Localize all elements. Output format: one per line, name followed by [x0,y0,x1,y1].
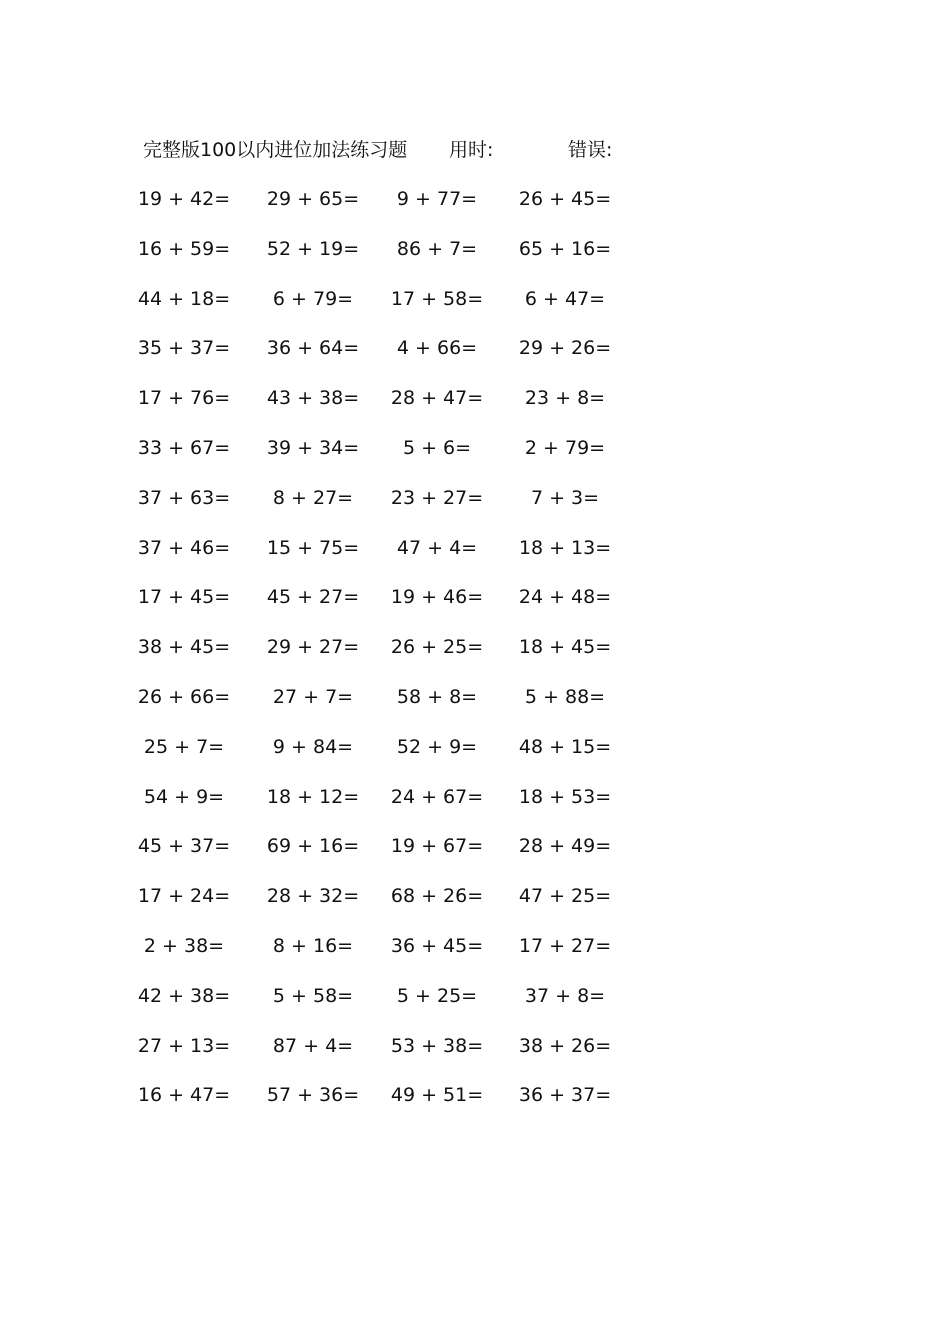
problem-cell: 17 + 27= [518,934,612,957]
problem-cell: 49 + 51= [390,1084,484,1107]
problem-row [0,1082,950,1132]
problem-row [0,335,950,385]
problem-cell: 19 + 67= [390,835,484,858]
problem-cell: 26 + 66= [137,685,231,708]
problem-cell: 6 + 47= [524,287,606,310]
problem-cell: 39 + 34= [266,436,360,459]
problem-cell: 5 + 88= [524,685,606,708]
problem-row [0,385,950,435]
problem-cell: 19 + 42= [137,188,231,210]
problem-cell: 45 + 27= [266,586,360,609]
problem-cell: 36 + 45= [390,934,484,957]
problem-cell: 38 + 45= [137,636,231,659]
problem-cell: 65 + 16= [518,237,612,260]
problem-cell: 26 + 45= [518,188,612,210]
problem-row [0,983,950,1033]
problem-cell: 26 + 25= [390,636,484,659]
problem-row [0,236,950,286]
problem-row [0,1033,950,1083]
problem-cell: 37 + 8= [524,984,606,1007]
worksheet-title: 完整版100以内进位加法练习题 [143,139,408,161]
problem-cell: 45 + 37= [137,835,231,858]
problem-row [0,684,950,734]
problem-cell: 48 + 15= [518,735,612,758]
problem-row [0,435,950,485]
problem-cell: 16 + 59= [137,237,231,260]
problem-cell: 18 + 12= [266,785,360,808]
problem-row [0,734,950,784]
problem-cell: 27 + 13= [137,1034,231,1057]
problem-row [0,634,950,684]
problem-cell: 87 + 4= [272,1034,354,1057]
problem-row [0,485,950,535]
problem-cell: 23 + 8= [524,387,606,410]
problem-cell: 44 + 18= [137,287,231,310]
problem-cell: 18 + 53= [518,785,612,808]
problem-cell: 54 + 9= [143,785,225,808]
problem-cell: 18 + 45= [518,636,612,659]
problem-cell: 29 + 27= [266,636,360,659]
problem-cell: 28 + 47= [390,387,484,410]
problem-cell: 25 + 7= [143,735,225,758]
problem-cell: 9 + 77= [396,188,478,210]
problem-cell: 19 + 46= [390,586,484,609]
problem-cell: 5 + 58= [272,984,354,1007]
problem-cell: 43 + 38= [266,387,360,410]
problem-cell: 24 + 48= [518,586,612,609]
problem-cell: 2 + 79= [524,436,606,459]
problem-cell: 36 + 64= [266,337,360,360]
problem-row [0,933,950,983]
problem-cell: 28 + 49= [518,835,612,858]
problem-cell: 33 + 67= [137,436,231,459]
problem-row [0,535,950,585]
problem-cell: 69 + 16= [266,835,360,858]
problem-cell: 57 + 36= [266,1084,360,1107]
problem-cell: 18 + 13= [518,536,612,559]
problem-row [0,833,950,883]
problem-cell: 5 + 6= [402,436,472,459]
problem-cell: 58 + 8= [396,685,478,708]
problem-cell: 28 + 32= [266,885,360,908]
problem-cell: 29 + 26= [518,337,612,360]
problem-cell: 53 + 38= [390,1034,484,1057]
problem-cell: 37 + 46= [137,536,231,559]
time-label: 用时: [449,139,494,161]
problem-cell: 17 + 45= [137,586,231,609]
problem-cell: 52 + 9= [396,735,478,758]
problem-cell: 2 + 38= [143,934,225,957]
problem-cell: 8 + 27= [272,486,354,509]
problem-cell: 17 + 76= [137,387,231,410]
problem-cell: 8 + 16= [272,934,354,957]
problem-row [0,286,950,336]
problem-cell: 16 + 47= [137,1084,231,1107]
problem-cell: 38 + 26= [518,1034,612,1057]
problem-cell: 24 + 67= [390,785,484,808]
problem-cell: 23 + 27= [390,486,484,509]
problem-row [0,883,950,933]
problem-row [0,584,950,634]
problem-grid [0,186,950,1132]
problem-cell: 4 + 66= [396,337,478,360]
problem-cell: 47 + 4= [396,536,478,559]
problem-cell: 15 + 75= [266,536,360,559]
problem-cell: 86 + 7= [396,237,478,260]
problem-cell: 68 + 26= [390,885,484,908]
problem-row [0,784,950,834]
problem-cell: 27 + 7= [272,685,354,708]
problem-cell: 35 + 37= [137,337,231,360]
problem-cell: 9 + 84= [272,735,354,758]
problem-cell: 42 + 38= [137,984,231,1007]
problem-cell: 47 + 25= [518,885,612,908]
problem-cell: 37 + 63= [137,486,231,509]
problem-cell: 7 + 3= [530,486,600,509]
problem-cell: 29 + 65= [266,188,360,210]
problem-cell: 36 + 37= [518,1084,612,1107]
problem-cell: 5 + 25= [396,984,478,1007]
problem-cell: 17 + 24= [137,885,231,908]
problem-cell: 17 + 58= [390,287,484,310]
problem-row [0,186,950,236]
problem-cell: 52 + 19= [266,237,360,260]
problem-cell: 6 + 79= [272,287,354,310]
errors-label: 错误: [568,139,613,161]
